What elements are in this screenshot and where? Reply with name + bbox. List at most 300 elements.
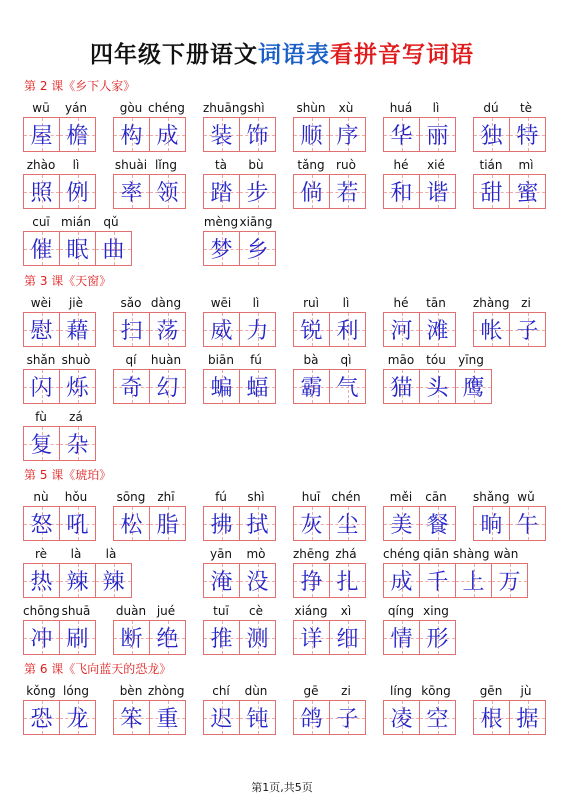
writing-boxes	[383, 369, 491, 404]
pinyin-syllable: zhàng	[473, 296, 510, 310]
writing-boxes	[473, 506, 545, 541]
writing-boxes	[473, 312, 545, 347]
character-box	[329, 506, 366, 541]
pinyin-syllable: hé	[393, 296, 409, 310]
pinyin-syllable: mèng	[203, 215, 239, 229]
character-box	[203, 312, 240, 347]
character-box	[293, 563, 330, 598]
pinyin-syllable: rè	[34, 547, 48, 561]
pinyin-syllable: tè	[519, 101, 533, 115]
pinyin-syllable: yān	[209, 547, 233, 561]
character: 怒	[30, 513, 53, 538]
writing-boxes	[203, 117, 275, 152]
pinyin-syllable: jué	[156, 604, 176, 618]
character: 据	[516, 707, 539, 732]
character-box	[419, 312, 456, 347]
character: 淹	[210, 570, 233, 595]
pinyin-syllable: zhuāng	[203, 101, 248, 115]
pinyin-syllable: shuài	[114, 158, 148, 172]
pinyin-syllable: huá	[389, 101, 413, 115]
character-box	[23, 620, 60, 655]
pinyin-syllable: cè	[249, 604, 263, 618]
pinyin-syllable: qíng	[387, 604, 415, 618]
character: 照	[30, 181, 53, 206]
pinyin-syllable: tà	[214, 158, 228, 172]
character: 甜	[480, 181, 503, 206]
pinyin-syllable: chén	[331, 490, 361, 504]
character: 利	[336, 319, 359, 344]
pinyin-syllable: bù	[248, 158, 264, 172]
character-box	[383, 117, 420, 152]
pinyin-syllable: chōng	[23, 604, 60, 618]
character: 形	[426, 627, 449, 652]
character-box	[293, 312, 330, 347]
character: 烁	[66, 376, 89, 401]
pinyin-syllable: shuā	[61, 604, 91, 618]
writing-boxes	[23, 620, 95, 655]
character-box	[149, 506, 186, 541]
character: 子	[336, 707, 359, 732]
character: 空	[426, 707, 449, 732]
character-box	[23, 700, 60, 735]
character: 曲	[102, 238, 125, 263]
writing-boxes	[383, 700, 455, 735]
character: 顺	[300, 124, 323, 149]
pinyin-syllable: ruò	[336, 158, 356, 172]
pinyin-syllable: huī	[301, 490, 321, 504]
character-box	[149, 174, 186, 209]
pinyin-syllable: fù	[35, 410, 47, 424]
character-box	[419, 369, 456, 404]
character: 测	[246, 627, 269, 652]
writing-boxes	[383, 117, 455, 152]
character: 辣	[102, 570, 125, 595]
writing-boxes	[293, 620, 365, 655]
pinyin-syllable: gē	[303, 684, 319, 698]
pinyin-syllable: mì	[518, 158, 534, 172]
pinyin-syllable: cuī	[32, 215, 50, 229]
writing-boxes	[113, 369, 185, 404]
pinyin-syllable: qǔ	[103, 215, 119, 229]
character: 谐	[426, 181, 449, 206]
pinyin-syllable: jiè	[68, 296, 84, 310]
pinyin-syllable: qì	[340, 353, 352, 367]
pinyin-syllable: xiáng	[294, 604, 328, 618]
character: 踏	[210, 181, 233, 206]
page-footer: 第1页,共5页	[251, 781, 313, 794]
character-box	[239, 506, 276, 541]
character-box	[239, 174, 276, 209]
pinyin-syllable: wū	[32, 101, 50, 115]
writing-boxes	[23, 117, 95, 152]
character: 龙	[66, 707, 89, 732]
pinyin-syllable: cān	[425, 490, 447, 504]
character-box	[113, 620, 150, 655]
character: 子	[516, 319, 539, 344]
pinyin-syllable: bà	[303, 353, 319, 367]
character: 吼	[66, 513, 89, 538]
character-box	[113, 174, 150, 209]
character-box	[383, 369, 420, 404]
writing-boxes	[203, 506, 275, 541]
pinyin-syllable: lì	[72, 158, 80, 172]
character-box	[239, 312, 276, 347]
character: 扎	[336, 570, 359, 595]
character-box	[383, 563, 420, 598]
character: 锐	[300, 319, 323, 344]
character: 倘	[300, 181, 323, 206]
pinyin-syllable: bèn	[119, 684, 143, 698]
character: 详	[300, 627, 323, 652]
lesson-heading: 第 6 课《飞向蓝天的恐龙》	[24, 662, 172, 676]
page-title	[0, 36, 564, 69]
word-row	[0, 157, 564, 215]
character-box	[239, 563, 276, 598]
pinyin-syllable: líng	[390, 684, 412, 698]
character-box	[473, 506, 510, 541]
character-box	[59, 369, 96, 404]
character: 领	[156, 181, 179, 206]
character-box	[59, 426, 96, 461]
character: 序	[336, 124, 359, 149]
pinyin-syllable: ruì	[303, 296, 319, 310]
word-row	[0, 214, 564, 272]
pinyin-syllable: yīng	[458, 353, 484, 367]
character-box	[509, 117, 546, 152]
character-box	[149, 117, 186, 152]
character: 猫	[390, 376, 413, 401]
character-box	[419, 506, 456, 541]
character-box	[473, 174, 510, 209]
character: 乡	[246, 238, 269, 263]
character: 灰	[300, 513, 323, 538]
character-box	[23, 117, 60, 152]
pinyin-syllable: gēn	[479, 684, 503, 698]
character-box	[473, 312, 510, 347]
character-box	[329, 174, 366, 209]
character-box	[149, 700, 186, 735]
pinyin-syllable: zhēng	[293, 547, 330, 561]
writing-boxes	[293, 506, 365, 541]
writing-boxes	[293, 174, 365, 209]
character-box	[59, 620, 96, 655]
writing-boxes	[113, 700, 185, 735]
writing-boxes	[203, 231, 275, 266]
writing-boxes	[203, 174, 275, 209]
writing-boxes	[473, 174, 545, 209]
pinyin-syllable: qiān	[423, 547, 449, 561]
character: 尘	[336, 513, 359, 538]
character: 率	[120, 181, 143, 206]
character-box	[113, 117, 150, 152]
writing-boxes	[113, 174, 185, 209]
lesson-heading: 第 3 课《天窗》	[24, 274, 112, 288]
character-box	[419, 620, 456, 655]
pinyin-syllable: zá	[69, 410, 83, 424]
character: 头	[426, 376, 449, 401]
character-box	[59, 174, 96, 209]
character-box	[113, 506, 150, 541]
character: 力	[246, 319, 269, 344]
writing-boxes	[203, 563, 275, 598]
pinyin-syllable: mián	[61, 215, 91, 229]
writing-boxes	[203, 312, 275, 347]
character-box	[419, 700, 456, 735]
pinyin-syllable: dùn	[244, 684, 268, 698]
pinyin-syllable: yán	[64, 101, 88, 115]
character-box	[383, 312, 420, 347]
pinyin-syllable: zhī	[157, 490, 175, 504]
character-box	[23, 174, 60, 209]
character-box	[239, 231, 276, 266]
character: 丽	[426, 124, 449, 149]
character: 断	[120, 627, 143, 652]
character: 推	[210, 627, 233, 652]
character-box	[239, 620, 276, 655]
lesson-heading: 第 2 课《乡下人家》	[24, 79, 136, 93]
character: 细	[336, 627, 359, 652]
pinyin-syllable: xù	[338, 101, 354, 115]
character-box	[149, 369, 186, 404]
character: 刷	[66, 627, 89, 652]
character: 热	[30, 570, 53, 595]
character-box	[95, 231, 132, 266]
character: 闪	[30, 376, 53, 401]
pinyin-syllable: zhá	[335, 547, 357, 561]
character-box	[383, 506, 420, 541]
character: 步	[246, 181, 269, 206]
pinyin-syllable: chéng	[148, 101, 185, 115]
pinyin-syllable: dàng	[150, 296, 182, 310]
character-box	[509, 312, 546, 347]
character: 蜜	[516, 181, 539, 206]
character: 晌	[480, 513, 503, 538]
writing-boxes	[473, 700, 545, 735]
writing-boxes	[23, 700, 95, 735]
character: 檐	[66, 124, 89, 149]
pinyin-syllable: zhòng	[148, 684, 185, 698]
pinyin-syllable: shùn	[296, 101, 326, 115]
character-box	[23, 426, 60, 461]
pinyin-syllable: tān	[426, 296, 446, 310]
character-box	[329, 563, 366, 598]
character-box	[419, 117, 456, 152]
pinyin-syllable: là	[105, 547, 117, 561]
word-row	[0, 603, 564, 661]
character: 情	[390, 627, 413, 652]
character-box	[419, 174, 456, 209]
character-box	[239, 369, 276, 404]
character-box	[203, 620, 240, 655]
character: 特	[516, 124, 539, 149]
character-box	[59, 312, 96, 347]
character-box	[383, 700, 420, 735]
character: 绝	[156, 627, 179, 652]
pinyin-syllable: xié	[427, 158, 445, 172]
pinyin-syllable: chí	[212, 684, 230, 698]
character-box	[509, 700, 546, 735]
writing-boxes	[383, 563, 527, 598]
character-box	[293, 117, 330, 152]
pinyin-syllable: kǒng	[26, 684, 56, 698]
character-box	[113, 700, 150, 735]
character-box	[293, 700, 330, 735]
character-box	[203, 506, 240, 541]
character-box	[329, 312, 366, 347]
writing-boxes	[293, 117, 365, 152]
character-box	[329, 700, 366, 735]
pinyin-syllable: lì	[252, 296, 260, 310]
character-box	[383, 174, 420, 209]
character-box	[509, 506, 546, 541]
writing-boxes	[293, 563, 365, 598]
pinyin-syllable: qí	[125, 353, 137, 367]
character: 催	[30, 238, 53, 263]
character-box	[419, 563, 456, 598]
character: 霸	[300, 376, 323, 401]
character: 凌	[390, 707, 413, 732]
character: 千	[426, 570, 449, 595]
character-box	[509, 174, 546, 209]
pinyin-syllable: mò	[246, 547, 266, 561]
writing-boxes	[293, 369, 365, 404]
character: 扫	[120, 319, 143, 344]
pinyin-syllable: lì	[342, 296, 350, 310]
character: 慰	[30, 319, 53, 344]
pinyin-syllable: kōng	[421, 684, 451, 698]
character: 冲	[30, 627, 53, 652]
character: 蝙	[210, 376, 233, 401]
writing-boxes	[113, 506, 185, 541]
character: 梦	[210, 238, 233, 263]
character: 藉	[66, 319, 89, 344]
word-row	[0, 546, 564, 604]
character: 滩	[426, 319, 449, 344]
character-box	[59, 117, 96, 152]
character: 威	[210, 319, 233, 344]
character-box	[473, 700, 510, 735]
character: 松	[120, 513, 143, 538]
character-box	[23, 312, 60, 347]
character: 装	[210, 124, 233, 149]
writing-boxes	[203, 700, 275, 735]
character: 迟	[210, 707, 233, 732]
character: 恐	[30, 707, 53, 732]
pinyin-syllable: biān	[208, 353, 234, 367]
character-box	[329, 369, 366, 404]
writing-boxes	[23, 369, 95, 404]
character-box	[239, 117, 276, 152]
pinyin-syllable: wǔ	[517, 490, 535, 504]
pinyin-syllable: tǎng	[297, 158, 325, 172]
writing-boxes	[203, 620, 275, 655]
writing-boxes	[203, 369, 275, 404]
pinyin-syllable: māo	[387, 353, 415, 367]
pinyin-syllable: tóu	[426, 353, 446, 367]
writing-boxes	[23, 174, 95, 209]
pinyin-syllable: hé	[393, 158, 409, 172]
writing-boxes	[113, 117, 185, 152]
character-box	[203, 174, 240, 209]
pinyin-syllable: hǒu	[64, 490, 88, 504]
character: 午	[516, 513, 539, 538]
writing-boxes	[23, 231, 131, 266]
character-box	[203, 563, 240, 598]
character: 根	[480, 707, 503, 732]
pinyin-syllable: shì	[247, 101, 265, 115]
pinyin-syllable: sǎo	[120, 296, 142, 310]
character: 美	[390, 513, 413, 538]
pinyin-syllable: shǎn	[26, 353, 56, 367]
character: 华	[390, 124, 413, 149]
pinyin-syllable: chéng	[383, 547, 420, 561]
character: 拂	[210, 513, 233, 538]
pinyin-syllable: gòu	[119, 101, 143, 115]
word-row	[0, 100, 564, 158]
character-box	[293, 369, 330, 404]
character-box	[293, 620, 330, 655]
pinyin-syllable: fú	[250, 353, 262, 367]
word-row	[0, 409, 564, 467]
writing-boxes	[23, 312, 95, 347]
pinyin-syllable: nù	[33, 490, 49, 504]
pinyin-syllable: jù	[520, 684, 532, 698]
pinyin-syllable: wēi	[210, 296, 232, 310]
character: 餐	[426, 513, 449, 538]
character: 幻	[156, 376, 179, 401]
title-part-2: 词语表	[258, 41, 330, 68]
character-box	[329, 620, 366, 655]
character: 钝	[246, 707, 269, 732]
word-row	[0, 489, 564, 547]
character: 气	[336, 376, 359, 401]
character-box	[239, 700, 276, 735]
character: 饰	[246, 124, 269, 149]
character: 脂	[156, 513, 179, 538]
word-row	[0, 295, 564, 353]
character-box	[149, 312, 186, 347]
word-row	[0, 683, 564, 741]
pinyin-syllable: shǎng	[473, 490, 510, 504]
character: 帐	[480, 319, 503, 344]
pinyin-syllable: lì	[432, 101, 440, 115]
character: 例	[66, 181, 89, 206]
character-box	[203, 369, 240, 404]
character: 眠	[66, 238, 89, 263]
character: 杂	[66, 433, 89, 458]
character-box	[59, 231, 96, 266]
character: 和	[390, 181, 413, 206]
writing-boxes	[23, 506, 95, 541]
character-box	[59, 563, 96, 598]
pinyin-syllable: là	[70, 547, 82, 561]
writing-boxes	[473, 117, 545, 152]
title-part-1: 四年级下册语文	[90, 41, 258, 68]
pinyin-syllable: tián	[479, 158, 503, 172]
character: 成	[156, 124, 179, 149]
character-box	[149, 620, 186, 655]
character: 上	[462, 570, 485, 595]
character-box	[95, 563, 132, 598]
character: 构	[120, 124, 143, 149]
character: 复	[30, 433, 53, 458]
pinyin-syllable: zi	[341, 684, 351, 698]
pinyin-syllable: dú	[483, 101, 499, 115]
writing-boxes	[113, 312, 185, 347]
writing-boxes	[23, 563, 131, 598]
pinyin-syllable: shì	[247, 490, 265, 504]
character: 挣	[300, 570, 323, 595]
